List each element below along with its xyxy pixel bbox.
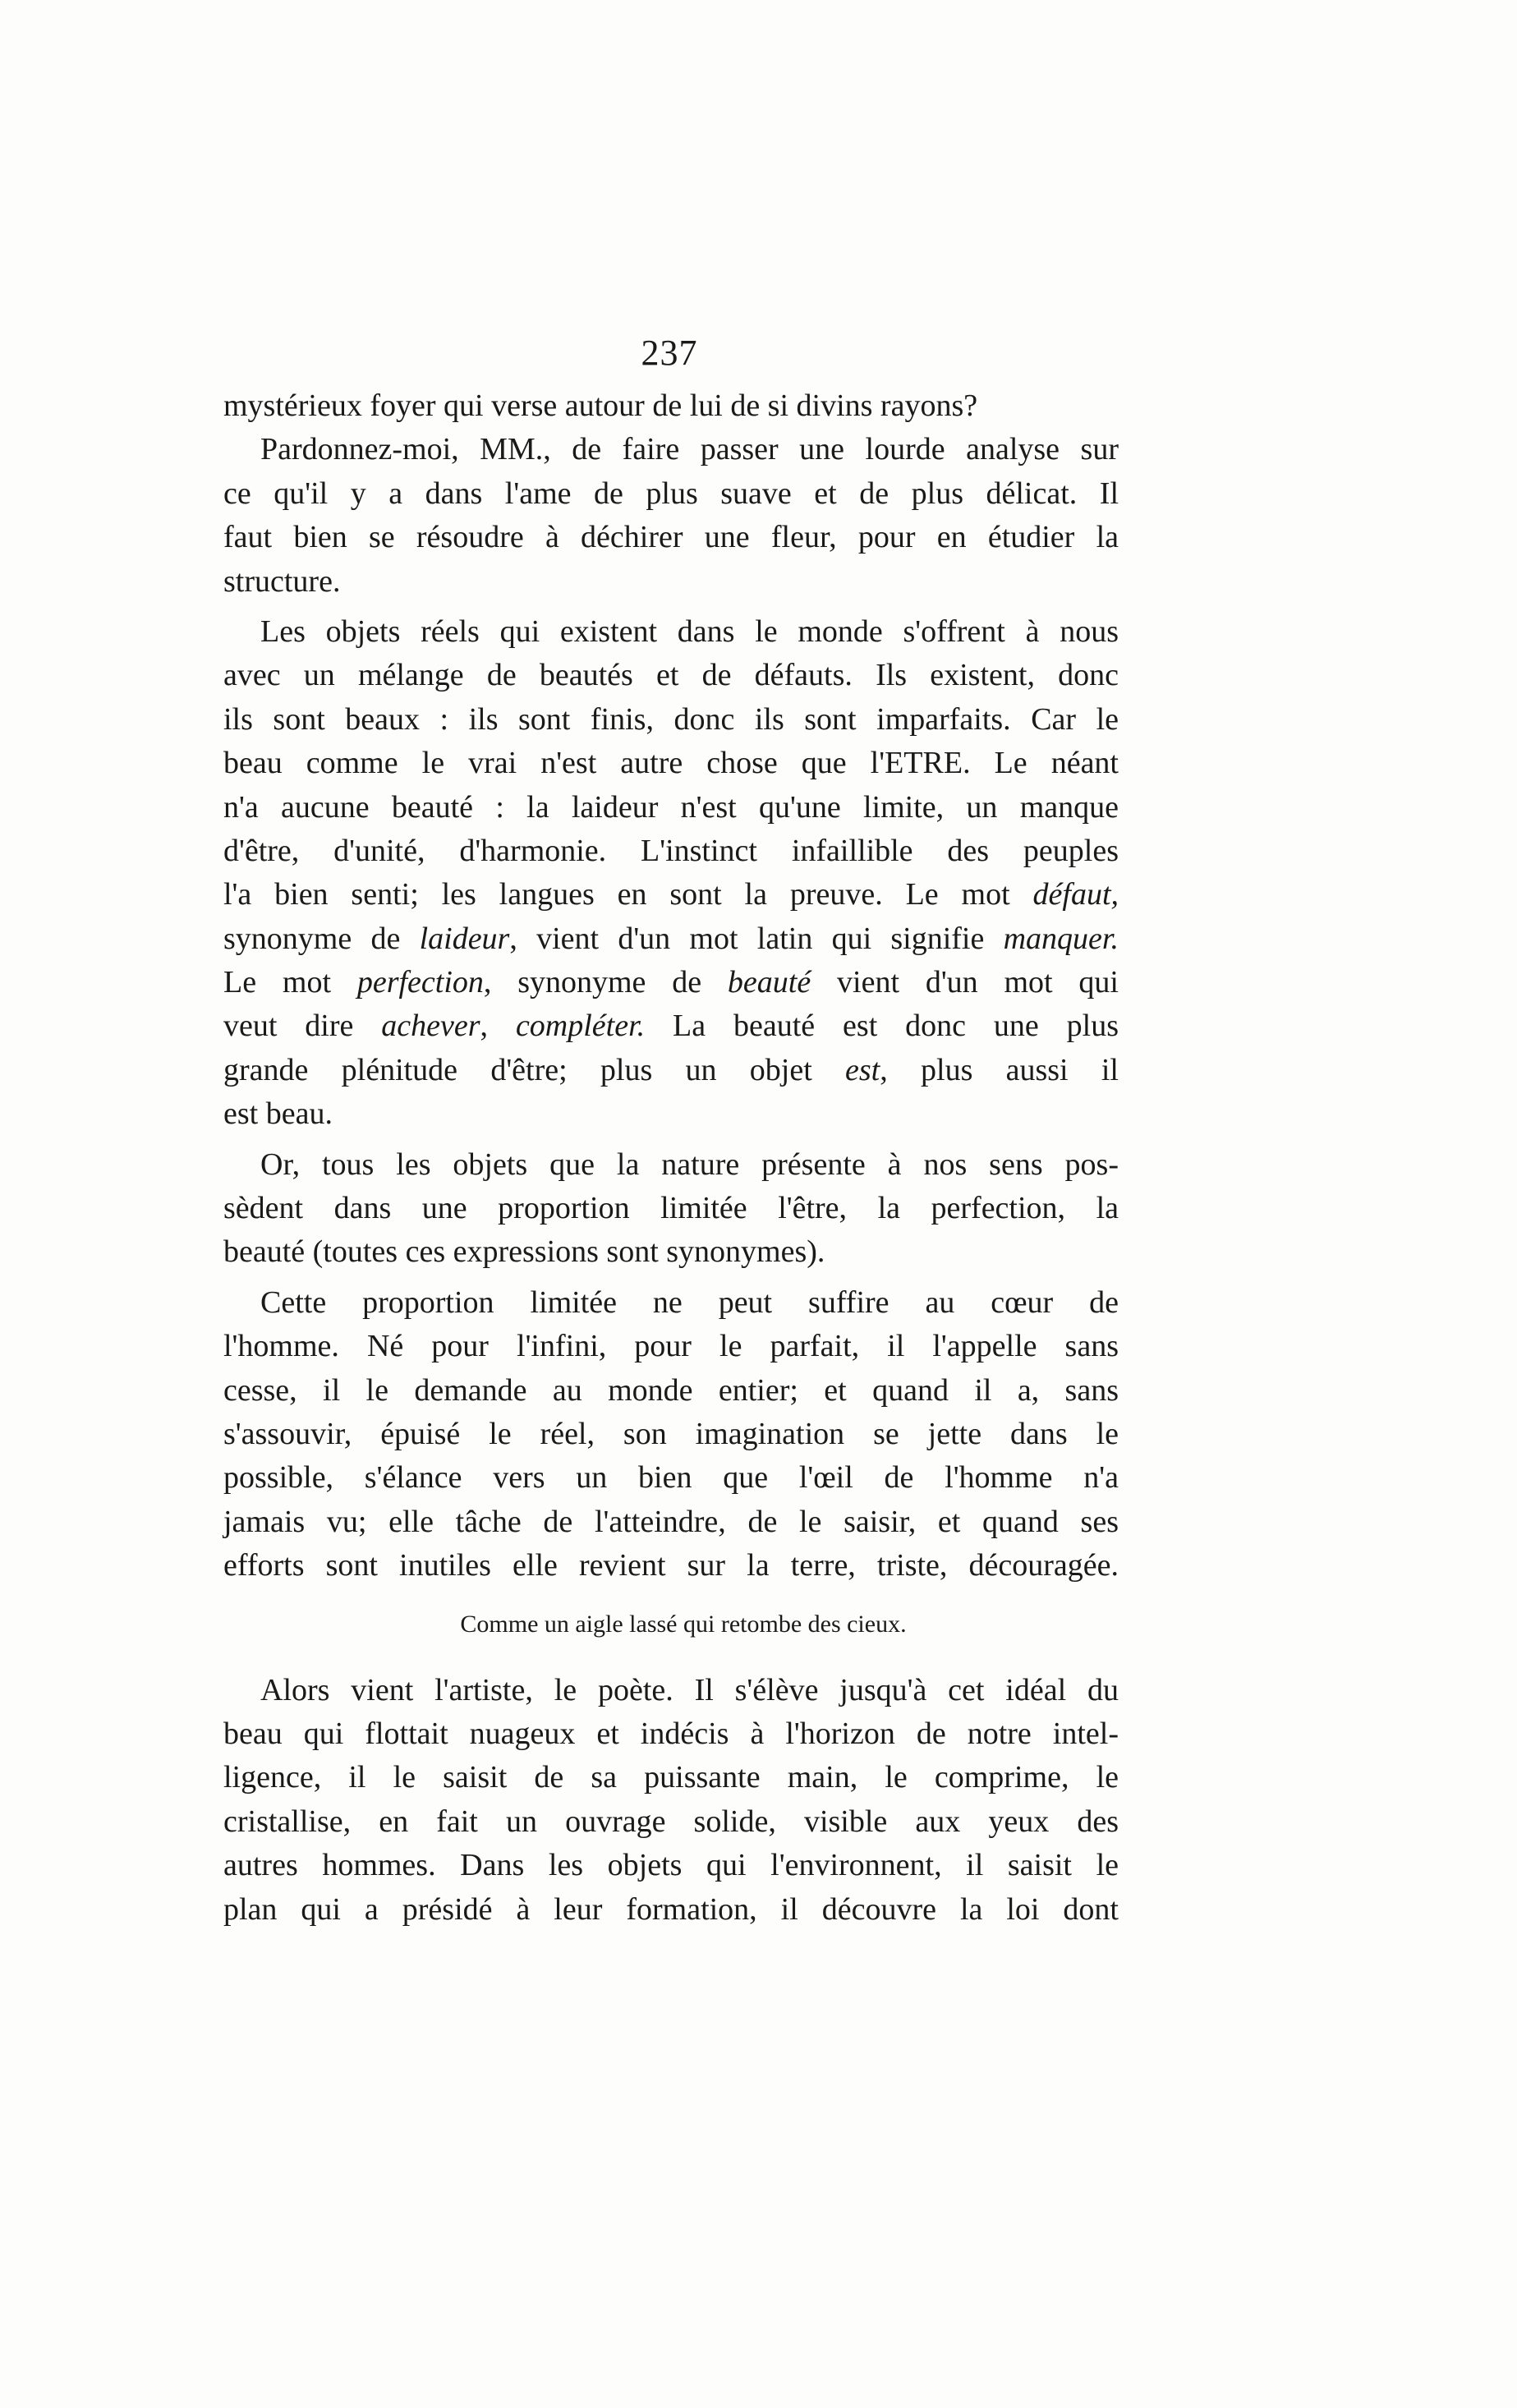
text-line: d'être, d'unité, d'harmonie. L'instinct infaillible des peuples	[223, 833, 1119, 868]
text-segment: vient d'un mot qui	[811, 965, 1119, 1000]
italic-word: est	[845, 1052, 880, 1087]
text-line: plan qui a présidé à leur formation, il découvre la loi dont	[223, 1891, 1119, 1927]
text-line: beauté (toutes ces expressions sont synonymes).	[223, 1234, 825, 1270]
text-line: jamais vu; elle tâche de l'atteindre, de le saisir, et quand ses	[223, 1504, 1119, 1539]
italic-word: beauté	[727, 965, 811, 1000]
text-line: faut bien se résoudre à déchirer une fleur, pour en étudier la	[223, 520, 1119, 555]
text-line: n'a aucune beauté : la laideur n'est qu'une limite, un manque	[223, 789, 1119, 825]
text-segment: grande plénitude d'être; plus un objet	[223, 1052, 846, 1087]
italic-word: laideur	[419, 921, 510, 956]
italic-word: manquer.	[1003, 921, 1119, 956]
text-segment: La beauté est donc une plus	[645, 1009, 1119, 1044]
text-line: ligence, il le saisit de sa puissante main, le comprime, le	[223, 1760, 1119, 1795]
text-segment: synonyme de	[223, 921, 420, 956]
text-line: s'assouvir, épuisé le réel, son imagination se jette dans le	[223, 1416, 1119, 1451]
text-line: sèdent dans une proportion limitée l'être, la perfection, la	[223, 1191, 1119, 1226]
text-line: beau qui flottait nuageux et indécis à l'horizon de notre intel-	[223, 1716, 1119, 1751]
body-text	[223, 384, 1119, 1932]
italic-word: défaut,	[1032, 877, 1119, 912]
text-line: beau comme le vrai n'est autre chose que l'ETRE. Le néant	[223, 746, 1119, 781]
text-line: l'homme. Né pour l'infini, pour le parfait, il l'appelle sans	[223, 1329, 1119, 1364]
text-line: mystérieux foyer qui verse autour de lui de si divins rayons?	[223, 388, 978, 423]
text-line: autres hommes. Dans les objets qui l'environnent, il saisit le	[223, 1848, 1119, 1883]
text-line: Les objets réels qui existent dans le monde s'offrent à nous	[260, 613, 1119, 649]
text-line: cristallise, en fait un ouvrage solide, visible aux yeux des	[223, 1804, 1119, 1839]
text-segment: veut dire	[223, 1009, 382, 1044]
text-line	[223, 1049, 1119, 1092]
italic-word: perfection	[356, 965, 484, 1000]
text-segment: , plus aussi il	[880, 1052, 1119, 1087]
text-line: structure.	[223, 563, 341, 599]
text-line: Alors vient l'artiste, le poète. Il s'élève jusqu'à cet idéal du	[260, 1672, 1119, 1707]
text-segment: l'a bien senti; les langues en sont la preuve. Le mot	[223, 877, 1033, 912]
text-segment: , vient d'un mot latin qui signifie	[509, 921, 1004, 956]
text-line: est beau.	[223, 1096, 333, 1132]
text-line	[223, 961, 1119, 1004]
text-segment: , synonyme de	[483, 965, 728, 1000]
text-line: possible, s'élance vers un bien que l'œil de l'homme n'a	[223, 1460, 1119, 1496]
text-line: ils sont beaux : ils sont finis, donc ils sont imparfaits. Car le	[223, 701, 1119, 737]
text-line: avec un mélange de beautés et de défauts. Ils existent, donc	[223, 658, 1119, 693]
verse-quote: Comme un aigle lassé qui retombe des cieux.	[460, 1610, 907, 1638]
text-line: efforts sont inutiles elle revient sur la terre, triste, découragée.	[223, 1548, 1119, 1583]
text-segment: ,	[480, 1009, 516, 1044]
text-segment: Le mot	[223, 965, 357, 1000]
text-line: ce qu'il y a dans l'ame de plus suave et de plus délicat. Il	[223, 476, 1119, 511]
text-line: Pardonnez-moi, MM., de faire passer une lourde analyse sur	[260, 432, 1119, 467]
page-number-text: 237	[641, 333, 698, 373]
italic-word: compléter.	[515, 1009, 646, 1044]
italic-word: achever	[381, 1009, 480, 1044]
text-line	[223, 1004, 1119, 1048]
text-line: Cette proportion limitée ne peut suffire au cœur de	[260, 1284, 1119, 1320]
text-line: cesse, il le demande au monde entier; et quand il a, sans	[223, 1372, 1119, 1408]
text-line	[223, 873, 1119, 917]
text-line: Or, tous les objets que la nature présente à nos sens pos-	[260, 1147, 1119, 1182]
text-line	[223, 917, 1119, 961]
